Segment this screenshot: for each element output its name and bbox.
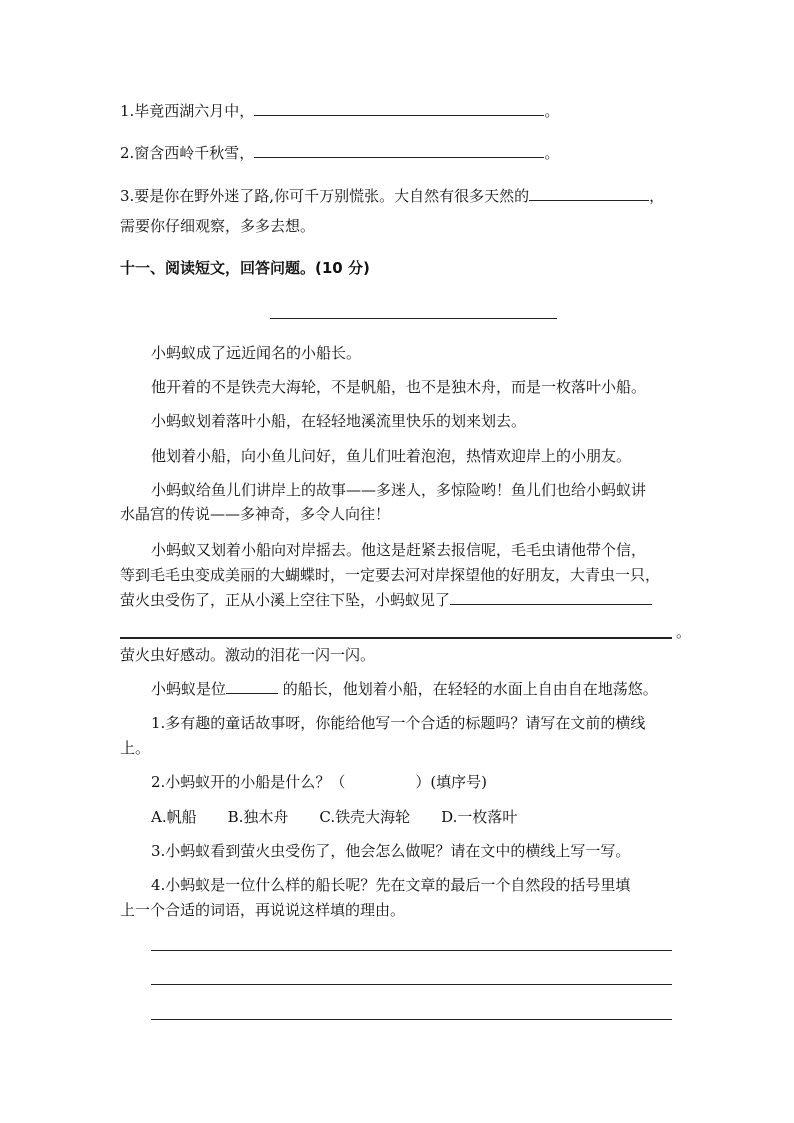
- passage-paragraph-7-end: 的船长，他划着小船，在轻轻的水面上自由自在地荡悠。: [278, 680, 658, 698]
- passage-paragraph-6-line-3: [120, 590, 652, 610]
- poem-question-1: [120, 101, 559, 121]
- poem-2-blank[interactable]: [254, 143, 544, 158]
- section-heading: 十一、阅读短文，回答问题。(10 分): [120, 259, 370, 277]
- passage-paragraph-6-line-5: 萤火虫好感动。激动的泪花一闪一闪。: [120, 646, 376, 664]
- option-c[interactable]: C.铁壳大海轮: [319, 808, 411, 826]
- question-2-text: 2.小蚂蚁开的小船是什么？（: [151, 773, 346, 791]
- question-2-suffix: ）(填序号): [415, 773, 488, 791]
- question-3: 3.小蚂蚁看到萤火虫受伤了，他会怎么做呢？请在文中的横线上写一写。: [151, 842, 631, 860]
- question-2: [151, 772, 487, 792]
- poem-1-blank[interactable]: [254, 101, 544, 116]
- question-4-line-1: 4.小蚂蚁是一位什么样的船长呢？先在文章的最后一个自然段的括号里填: [151, 876, 631, 894]
- poem-question-2: [120, 143, 559, 163]
- passage-paragraph-2: 他开着的不是铁壳大海轮，不是帆船，也不是独木舟，而是一枚落叶小船。: [151, 378, 647, 396]
- passage-paragraph-3: 小蚂蚁划着落叶小船，在轻轻地溪流里快乐的划来划去。: [151, 412, 527, 430]
- question-1-line-1: 1.多有趣的童话故事呀，你能给他写一个合适的标题吗？请写在文前的横线: [151, 714, 646, 732]
- poem-3-line2: 需要你仔细观察，多多去想。: [120, 217, 316, 235]
- firefly-answer-blank-2[interactable]: [120, 637, 672, 639]
- poem-1-prefix: 1.毕竟西湖六月中，: [120, 102, 255, 120]
- poem-question-3: [120, 186, 664, 206]
- passage-paragraph-5-line-2: 水晶宫的传说——多神奇，多令人向往！: [120, 505, 391, 523]
- poem-2-prefix: 2.窗含西岭千秋雪，: [120, 144, 255, 162]
- option-b[interactable]: B.独木舟: [227, 808, 289, 826]
- answer-line-1[interactable]: [151, 950, 672, 951]
- answer-line-2[interactable]: [151, 984, 672, 985]
- title-blank[interactable]: [270, 318, 557, 319]
- answer-line-3[interactable]: [151, 1019, 672, 1020]
- passage-paragraph-7-start: 小蚂蚁是位: [151, 680, 227, 698]
- poem-3-blank[interactable]: [529, 186, 649, 201]
- passage-paragraph-5-line-1: 小蚂蚁给鱼儿们讲岸上的故事——多迷人，多惊险哟！鱼儿们也给小蚂蚁讲: [151, 481, 647, 499]
- question-2-options: [151, 807, 517, 827]
- passage-paragraph-6-line-2: 等到毛毛虫变成美丽的大蝴蝶时，一定要去河对岸探望他的好朋友，大青虫一只，: [120, 566, 661, 584]
- passage-paragraph-6-line-1: 小蚂蚁又划着小船向对岸摇去。他这是赶紧去报信呢，毛毛虫请他带个信，: [151, 541, 647, 559]
- poem-3-prefix: 3.要是你在野外迷了路,你可千万别慌张。大自然有很多天然的: [120, 187, 530, 205]
- poem-1-suffix: 。: [544, 102, 560, 120]
- passage-paragraph-7: [151, 679, 658, 699]
- passage-paragraph-4: 他划着小船，向小鱼儿问好，鱼儿们吐着泡泡，热情欢迎岸上的小朋友。: [151, 447, 632, 465]
- firefly-answer-blank-1[interactable]: [450, 590, 652, 605]
- option-d[interactable]: D.一枚落叶: [441, 808, 518, 826]
- passage-paragraph-1: 小蚂蚁成了远近闻名的小船长。: [151, 344, 362, 362]
- firefly-answer-end: 。: [676, 623, 692, 641]
- passage-paragraph-6-text: 萤火虫受伤了，正从小溪上空往下坠，小蚂蚁见了: [120, 591, 451, 609]
- question-1-line-2: 上。: [120, 739, 151, 757]
- question-4-line-2: 上一个合适的词语，再说说这样填的理由。: [120, 901, 406, 919]
- captain-word-blank[interactable]: [226, 679, 278, 694]
- poem-3-suffix: ，: [649, 187, 665, 205]
- poem-2-suffix: 。: [544, 144, 560, 162]
- option-a[interactable]: A.帆船: [151, 808, 197, 826]
